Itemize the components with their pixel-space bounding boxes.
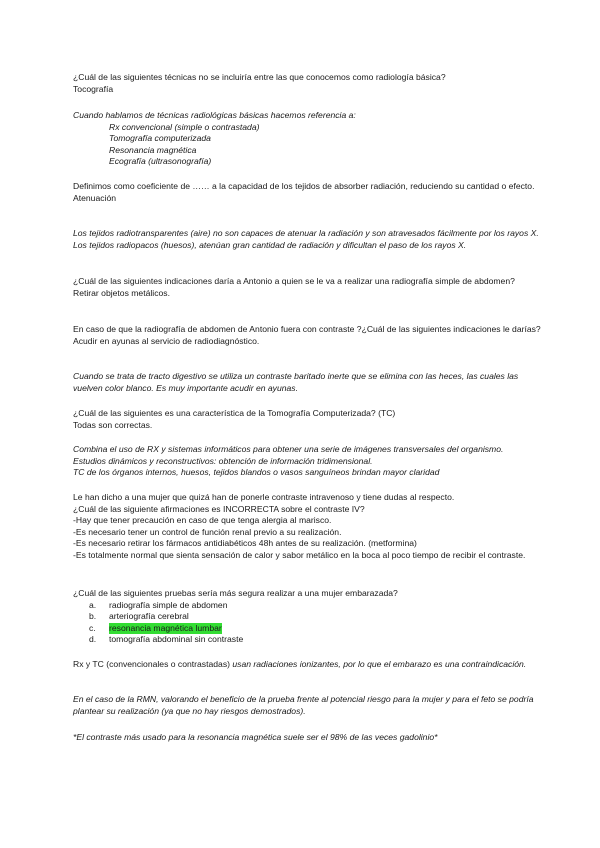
question-text: ¿Cuál de las siguientes es una característica de la Tomografía Computerizada? (TC) — [73, 408, 396, 418]
answer-text: Acudir en ayunas al servicio de radiodiagnóstico. — [73, 335, 260, 346]
explanation-1 — [73, 110, 543, 168]
explanation-7a — [73, 659, 543, 671]
explanation-text: Los tejidos radiotransparentes (aire) no son capaces de atenuar la radiación y son atravesados fácilmente por los rayos X. Los tejidos radiopacos (huesos), atenúan gran cantidad de radiación y dificultan el paso de los rayos X. — [73, 228, 539, 250]
question-text: ¿Cuál de las siguiente afirmaciones es INCORRECTA sobre el contraste IV? — [73, 503, 365, 514]
explanation-normal: Rx y TC (convencionales o contrastadas) — [73, 659, 233, 669]
answer-text: Retirar objetos metálicos. — [73, 287, 170, 298]
explanation-text: Cuando se trata de tracto digestivo se utiliza un contraste baritado inerte que se elimina con las heces, las cuales las vuelven color blanco. Es muy importante acudir en ayunas. — [73, 371, 519, 393]
option-item: -Es totalmente normal que sienta sensación de calor y sabor metálico en la boca al poco tiempo de recibir el contraste. — [73, 549, 526, 560]
technique-item: Resonancia magnética — [109, 144, 197, 155]
option-text: radiografía simple de abdomen — [109, 599, 228, 610]
footnote — [73, 732, 543, 744]
technique-item: Rx convencional (simple o contrastada) — [109, 121, 260, 132]
option-text-highlighted: resonancia magnética lumbar — [109, 622, 222, 633]
question-2 — [73, 181, 543, 204]
explanation-2 — [73, 228, 543, 251]
explanation-paragraph — [73, 659, 543, 671]
question-7 — [73, 588, 543, 646]
option-marker: c. — [89, 622, 96, 633]
option-a — [89, 600, 543, 612]
answer-text: Tocografía — [73, 83, 114, 94]
option-marker: b. — [89, 611, 97, 622]
explanation-7b — [73, 694, 543, 717]
technique-item: Ecografía (ultrasonografía) — [109, 156, 212, 167]
option-text: tomografía abdominal sin contraste — [109, 634, 244, 645]
option-item: -Es necesario tener un control de función renal previo a su realización. — [73, 526, 342, 537]
question-6 — [73, 492, 543, 562]
explanation-4 — [73, 371, 543, 394]
explanation-text: En el caso de la RMN, valorando el beneficio de la prueba frente al potencial riesgo para la mujer y para el feto se podría plantear su realización (ya que no hay riesgos demostrados). — [73, 694, 534, 716]
question-text: En caso de que la radiografía de abdomen de Antonio fuera con contraste ?¿Cuál de las siguientes indicaciones le darías? — [73, 324, 541, 334]
answer-text: Todas son correctas. — [73, 419, 153, 430]
question-text: ¿Cuál de las siguientes indicaciones daría a Antonio a quien se le va a realizar una radiografía simple de abdomen? — [73, 276, 515, 286]
explanation-line: TC de los órganos internos, huesos, tejidos blandos o vasos sanguíneos brindan mayor claridad — [73, 467, 440, 478]
option-item: -Hay que tener precaución en caso de que tenga alergia al marisco. — [73, 515, 332, 526]
option-marker: d. — [89, 634, 97, 645]
explanation-italic: usan radiaciones ionizantes, por lo que el embarazo es una contraindicación. — [232, 659, 527, 669]
answer-text: Atenuación — [73, 192, 117, 203]
options-list — [73, 600, 543, 646]
option-item: -Es necesario retirar los fármacos antidiabéticos 48h antes de su realización. (metformina) — [73, 538, 417, 549]
explanation-line: Estudios dinámicos y reconstructivos: obtención de información tridimensional. — [73, 455, 373, 466]
question-text: ¿Cuál de las siguientes pruebas sería más segura realizar a una mujer embarazada? — [73, 588, 398, 598]
question-text: Definimos como coeficiente de …… a la capacidad de los tejidos de absorber radiación, reduciendo su cantidad o efecto. — [73, 181, 535, 191]
technique-item: Tomografía computerizada — [109, 133, 211, 144]
explanation-line: Combina el uso de RX y sistemas informáticos para obtener una serie de imágenes transversales del organismo. — [73, 444, 504, 454]
question-4 — [73, 324, 543, 347]
option-text: arteriografía cerebral — [109, 611, 189, 622]
explanation-intro: Cuando hablamos de técnicas radiológicas básicas hacemos referencia a: — [73, 110, 356, 120]
option-c — [89, 623, 543, 635]
footnote-text: *El contraste más usado para la resonancia magnética suele ser el 98% de las veces gadolinio* — [73, 732, 438, 742]
explanation-5 — [73, 444, 543, 479]
option-marker: a. — [89, 599, 97, 610]
question-1 — [73, 72, 543, 95]
option-b — [89, 611, 543, 623]
question-text: ¿Cuál de las siguientes técnicas no se incluiría entre las que conocemos como radiología básica? — [73, 72, 446, 82]
question-5 — [73, 408, 543, 431]
question-3 — [73, 276, 543, 299]
question-intro: Le han dicho a una mujer que quizá han de ponerle contraste intravenoso y tiene dudas al respecto. — [73, 492, 455, 502]
option-d — [89, 634, 543, 646]
